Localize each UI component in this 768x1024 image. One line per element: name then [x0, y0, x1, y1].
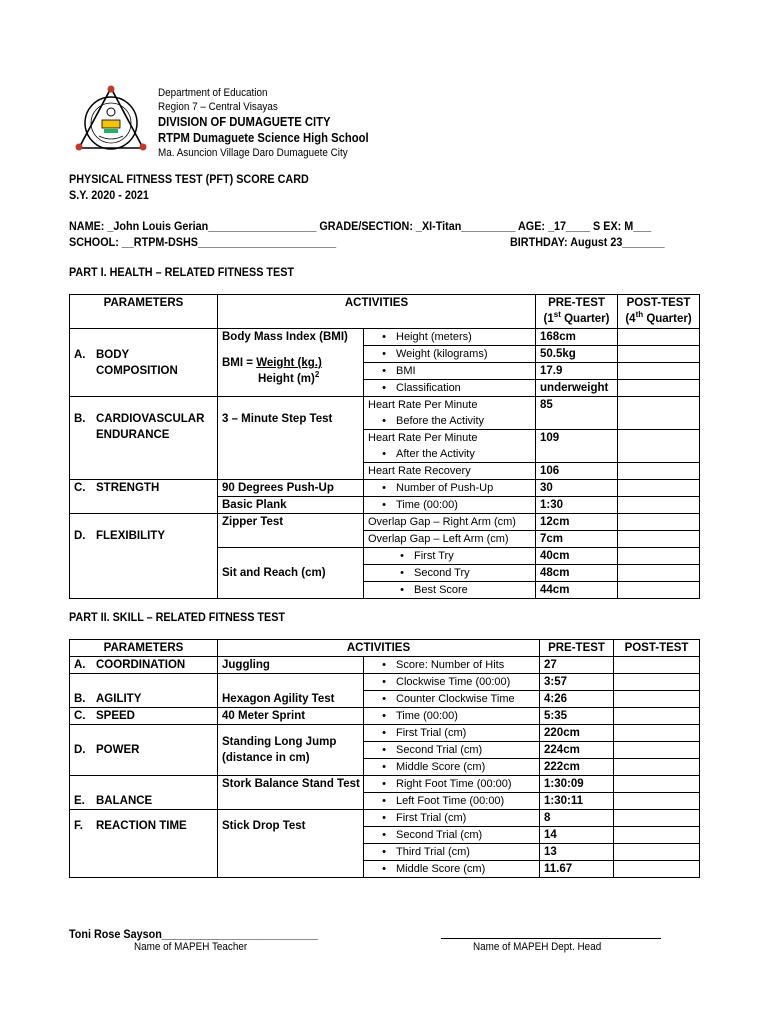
pre-test-value: 40cm	[536, 548, 618, 565]
activity-first-try: • First Try	[364, 548, 536, 565]
activity-number-of-hits: • Score: Number of Hits	[364, 657, 540, 674]
sprint-test-name: 40 Meter Sprint	[218, 708, 364, 725]
post-test-value	[618, 582, 700, 599]
pre-test-value: 1:30:11	[540, 793, 614, 810]
letterhead-school: RTPM Dumaguete Science High School	[158, 131, 369, 145]
letterhead-address: Ma. Asuncion Village Daro Dumaguete City	[158, 147, 348, 159]
post-test-value	[618, 480, 700, 497]
bmi-formula: BMI = Weight (kg.)	[222, 357, 322, 369]
post-test-value	[618, 514, 700, 531]
table-row	[70, 480, 700, 497]
activity-heart-rate-after: Heart Rate Per Minute • After the Activity	[364, 430, 536, 463]
post-test-value	[618, 380, 700, 397]
post-test-value	[614, 657, 700, 674]
bmi-test-cell	[218, 329, 364, 397]
part2-heading: PART II. SKILL – RELATED FITNESS TEST	[69, 610, 286, 624]
cardio-parameter: B. CARDIOVASCULAR ENDURANCE	[70, 397, 218, 480]
sit-and-reach-test-name: Sit and Reach (cm)	[218, 548, 364, 599]
pre-test-value: 109	[536, 430, 618, 463]
part1-heading: PART I. HEALTH – RELATED FITNESS TEST	[69, 265, 295, 279]
stork-test-name: Stork Balance Stand Test	[218, 776, 364, 810]
post-test-header: POST-TEST (4th Quarter)	[618, 295, 700, 329]
activity-first-trial: • First Trial (cm)	[364, 810, 540, 827]
parameters-header: PARAMETERS	[70, 640, 218, 657]
hexagon-test-name: Hexagon Agility Test	[218, 674, 364, 708]
teacher-signature-label: Name of MAPEH Teacher	[134, 941, 248, 953]
table-row	[70, 514, 700, 531]
skill-fitness-table	[69, 639, 700, 878]
post-test-value	[614, 861, 700, 878]
activity-left-arm-gap: Overlap Gap – Left Arm (cm)	[364, 531, 536, 548]
post-test-value	[618, 363, 700, 380]
pre-test-header: PRE-TEST (1st Quarter)	[536, 295, 618, 329]
speed-parameter: C. SPEED	[70, 708, 218, 725]
pre-test-value: 11.67	[540, 861, 614, 878]
document-title: PHYSICAL FITNESS TEST (PFT) SCORE CARD	[69, 172, 309, 186]
activity-push-up: • Number of Push-Up	[364, 480, 536, 497]
table-header-row	[70, 295, 700, 329]
letterhead-region: Region 7 – Central Visayas	[158, 101, 278, 113]
school-year: S.Y. 2020 - 2021	[69, 188, 149, 202]
activity-best-score: • Best Score	[364, 582, 536, 599]
letterhead	[158, 86, 392, 160]
pre-test-value: 48cm	[536, 565, 618, 582]
pre-test-value: 106	[536, 463, 618, 480]
stick-drop-test-name: Stick Drop Test	[218, 810, 364, 878]
push-up-test-name: 90 Degrees Push-Up	[218, 480, 364, 497]
pre-test-value: 85	[536, 397, 618, 430]
bmi-formula-denominator: Height $(m)^2$	[258, 370, 320, 385]
post-test-value	[614, 691, 700, 708]
reaction-time-parameter: F. REACTION TIME	[70, 810, 218, 878]
parameters-header: PARAMETERS	[70, 295, 218, 329]
post-test-value	[618, 430, 700, 463]
pre-test-value: 3:57	[540, 674, 614, 691]
activity-height: • Height (meters)	[364, 329, 536, 346]
table-row	[70, 657, 700, 674]
activity-heart-rate-recovery: Heart Rate Recovery	[364, 463, 536, 480]
post-test-value	[614, 844, 700, 861]
pre-test-value: 14	[540, 827, 614, 844]
post-test-value	[614, 674, 700, 691]
activity-second-try: • Second Try	[364, 565, 536, 582]
activity-first-trial: • First Trial (cm)	[364, 725, 540, 742]
power-parameter: D. POWER	[70, 725, 218, 776]
pre-test-value: 17.9	[536, 363, 618, 380]
pre-test-value: 50.5kg	[536, 346, 618, 363]
plank-test-name: Basic Plank	[218, 497, 364, 514]
activity-counter-clockwise-time: • Counter Clockwise Time	[364, 691, 540, 708]
strength-parameter: C. STRENGTH	[70, 480, 218, 514]
activity-middle-score: • Middle Score (cm)	[364, 759, 540, 776]
agility-parameter: B. AGILITY	[70, 674, 218, 708]
pre-test-value: 7cm	[536, 531, 618, 548]
juggling-test-name: Juggling	[218, 657, 364, 674]
pre-test-value: 30	[536, 480, 618, 497]
post-test-value	[614, 742, 700, 759]
dept-head-signature-label: Name of MAPEH Dept. Head	[473, 941, 602, 953]
pre-test-value: 224cm	[540, 742, 614, 759]
activities-header: ACTIVITIES	[218, 640, 540, 657]
pre-test-value: 13	[540, 844, 614, 861]
school-seal-logo	[74, 84, 148, 158]
post-test-value	[618, 565, 700, 582]
activity-sprint-time: • Time (00:00)	[364, 708, 540, 725]
coordination-parameter: A. COORDINATION	[70, 657, 218, 674]
pre-test-value: 222cm	[540, 759, 614, 776]
table-row	[70, 329, 700, 346]
pre-test-value: 168cm	[536, 329, 618, 346]
post-test-header: POST-TEST	[614, 640, 700, 657]
pre-test-value: 1:30:09	[540, 776, 614, 793]
post-test-value	[618, 329, 700, 346]
post-test-value	[618, 548, 700, 565]
table-row	[70, 397, 700, 430]
activities-header: ACTIVITIES	[218, 295, 536, 329]
pre-test-value: 27	[540, 657, 614, 674]
post-test-value	[614, 810, 700, 827]
activity-second-trial: • Second Trial (cm)	[364, 827, 540, 844]
health-fitness-table	[69, 294, 700, 599]
pre-test-value: 4:26	[540, 691, 614, 708]
post-test-value	[614, 827, 700, 844]
post-test-value	[614, 708, 700, 725]
activity-weight: • Weight (kilograms)	[364, 346, 536, 363]
letterhead-division: DIVISION OF DUMAGUETE CITY	[158, 115, 331, 129]
activity-heart-rate-before: Heart Rate Per Minute • Before the Activity	[364, 397, 536, 430]
pre-test-header: PRE-TEST	[540, 640, 614, 657]
pre-test-value: 1:30	[536, 497, 618, 514]
flexibility-parameter: D. FLEXIBILITY	[70, 514, 218, 599]
pre-test-value: 220cm	[540, 725, 614, 742]
post-test-value	[618, 397, 700, 430]
pre-test-value: 5:35	[540, 708, 614, 725]
activity-plank-time: • Time (00:00)	[364, 497, 536, 514]
body-composition-parameter: A. BODY COMPOSITION	[70, 329, 218, 397]
post-test-value	[614, 776, 700, 793]
pre-test-value: 44cm	[536, 582, 618, 599]
student-birthday-line: BIRTHDAY: August 23_______	[510, 235, 665, 249]
student-name-line: NAME: _John Louis Gerian__________________ GRADE/SECTION: _XI-Titan_________ AGE: _17____ S EX: M___	[69, 219, 652, 233]
pre-test-value: underweight	[536, 380, 618, 397]
post-test-value	[618, 531, 700, 548]
table-row	[70, 810, 700, 827]
table-header-row	[70, 640, 700, 657]
activity-middle-score: • Middle Score (cm)	[364, 861, 540, 878]
zipper-test-name: Zipper Test	[218, 514, 364, 548]
activity-bmi: • BMI	[364, 363, 536, 380]
balance-parameter: E. BALANCE	[70, 776, 218, 810]
post-test-value	[614, 793, 700, 810]
post-test-value	[618, 497, 700, 514]
activity-third-trial: • Third Trial (cm)	[364, 844, 540, 861]
dept-head-signature-line	[441, 938, 661, 939]
activity-clockwise-time: • Clockwise Time (00:00)	[364, 674, 540, 691]
activity-left-foot-time: • Left Foot Time (00:00)	[364, 793, 540, 810]
post-test-value	[618, 463, 700, 480]
activity-right-arm-gap: Overlap Gap – Right Arm (cm)	[364, 514, 536, 531]
activity-right-foot-time: • Right Foot Time (00:00)	[364, 776, 540, 793]
post-test-value	[614, 759, 700, 776]
pre-test-value: 8	[540, 810, 614, 827]
pre-test-value: 12cm	[536, 514, 618, 531]
post-test-value	[614, 725, 700, 742]
activity-second-trial: • Second Trial (cm)	[364, 742, 540, 759]
table-row	[70, 725, 700, 742]
table-row	[70, 674, 700, 691]
table-row	[70, 708, 700, 725]
bmi-test-name: Body Mass Index (BMI)	[222, 331, 348, 343]
long-jump-test-name: Standing Long Jump (distance in cm)	[218, 725, 364, 776]
activity-classification: • Classification	[364, 380, 536, 397]
post-test-value	[618, 346, 700, 363]
letterhead-department: Department of Education	[158, 87, 268, 99]
table-row	[70, 776, 700, 793]
step-test-name: 3 – Minute Step Test	[218, 397, 364, 480]
student-school-line: SCHOOL: __RTPM-DSHS_______________________	[69, 235, 337, 249]
teacher-signature-name: Toni Rose Sayson__________________________	[69, 927, 318, 941]
